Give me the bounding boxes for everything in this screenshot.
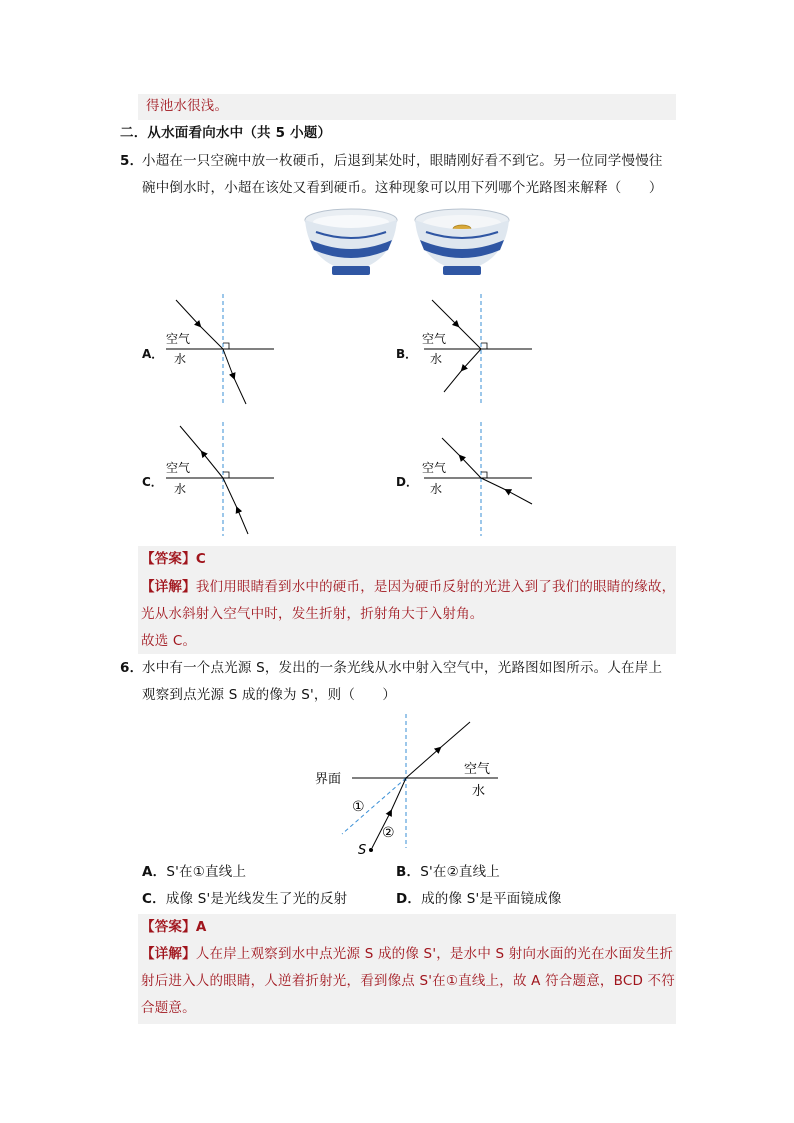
q6-option-a-label: A． <box>142 864 167 880</box>
empty-bowl-image <box>305 209 397 275</box>
q6-option-d <box>396 889 562 909</box>
q5-detail-line1 <box>141 577 675 597</box>
q6-detail-tag: 【详解】 <box>141 946 196 962</box>
q5-a-water-label: 水 <box>174 352 187 366</box>
q5-detail-tag: 【详解】 <box>141 579 196 595</box>
q6-mark-1: ① <box>352 799 365 815</box>
q5-answer-value: C <box>195 551 206 567</box>
q6-answer <box>141 917 206 937</box>
q6-stem-line2: 观察到点光源 S 成的像为 S'，则（ ） <box>142 687 397 703</box>
q6-detail-text1: 人在岸上观察到水中点光源 S 成的像 S'，是水中 S 射向水面的光在水面发生折 <box>195 946 674 962</box>
q5-d-water-label: 水 <box>430 482 443 496</box>
q6-answer-box <box>138 914 676 1024</box>
q6-option-a-text: S'在①直线上 <box>166 864 247 880</box>
q6-refracted-ray <box>406 748 440 778</box>
previous-answer-tail: 得池水很浅。 <box>146 98 229 114</box>
q6-option-c <box>142 889 347 909</box>
bowls-photo <box>302 206 516 280</box>
q5-a-air-label: 空气 <box>166 332 191 346</box>
q5-detail-line2: 光从水斜射入空气中时，发生折射，折射角大于入射角。 <box>141 606 484 622</box>
q5-answer-tag: 【答案】 <box>141 551 196 567</box>
q5-d-air-label: 空气 <box>422 461 447 475</box>
q6-stem-line1: 水中有一个点光源 S，发出的一条光线从水中射入空气中，光路图如图所示。人在岸上 <box>142 660 663 676</box>
q6-option-b-text: S'在②直线上 <box>420 864 500 880</box>
q5-stem-line2: 碗中倒水时，小超在该处又看到硬币。这种现象可以用下列哪个光路图来解释（ ） <box>142 180 663 196</box>
q5-option-c-label: C． <box>142 475 163 489</box>
q5-option-b-label: B． <box>396 347 418 361</box>
q6-air-label: 空气 <box>464 762 491 777</box>
q6-answer-value: A <box>195 919 207 935</box>
q5-c-water-label: 水 <box>174 482 187 496</box>
q6-water-label: 水 <box>472 784 486 799</box>
q6-refraction-diagram <box>300 710 510 860</box>
q5-detail-text1: 我们用眼睛看到水中的硬币，是因为硬币反射的光进入到了我们的眼睛的缘故， <box>195 579 676 595</box>
q6-option-b-label: B． <box>396 864 421 880</box>
q5-option-a-diagram <box>160 290 290 410</box>
q5-option-a-label: A． <box>142 347 164 361</box>
q6-mark-2: ② <box>382 825 395 841</box>
q6-option-a <box>142 862 246 882</box>
q5-option-d-label: D． <box>396 475 418 489</box>
q5-number: 5． <box>120 153 144 169</box>
section-title: 二．从水面看向水中（共 5 小题） <box>120 125 332 141</box>
q6-detail-line1 <box>141 944 673 964</box>
q6-interface-label: 界面 <box>315 772 342 787</box>
q5-c-air-label: 空气 <box>166 461 191 475</box>
q6-detail-line2: 射后进入人的眼睛，人逆着折射光，看到像点 S'在①直线上，故 A 符合题意，BCD 不符 <box>141 973 675 989</box>
q6-option-d-text: 成的像 S'是平面镜成像 <box>421 891 562 907</box>
q6-option-d-label: D． <box>396 891 422 907</box>
q6-option-b <box>396 862 500 882</box>
q6-answer-tag: 【答案】 <box>141 919 196 935</box>
q6-detail-line3: 合题意。 <box>141 1000 196 1016</box>
q5-option-b-diagram <box>418 290 548 410</box>
q6-source-label: S <box>358 843 367 858</box>
q5-option-d-diagram <box>418 420 548 540</box>
coin-bowl-image <box>415 209 509 275</box>
q5-option-c-diagram <box>160 420 290 540</box>
q5-b-air-label: 空气 <box>422 332 447 346</box>
q6-option-c-text: 成像 S'是光线发生了光的反射 <box>165 891 348 907</box>
q6-number: 6． <box>120 660 144 676</box>
q6-source-point <box>369 848 373 852</box>
q6-option-c-label: C． <box>142 891 166 907</box>
q5-b-water-label: 水 <box>430 352 443 366</box>
q5-answer-box <box>138 546 676 654</box>
q5-answer <box>141 549 206 569</box>
q5-stem-line1: 小超在一只空碗中放一枚硬币，后退到某处时，眼睛刚好看不到它。另一位同学慢慢往 <box>142 153 663 169</box>
q5-conclusion: 故选 C。 <box>141 633 197 649</box>
